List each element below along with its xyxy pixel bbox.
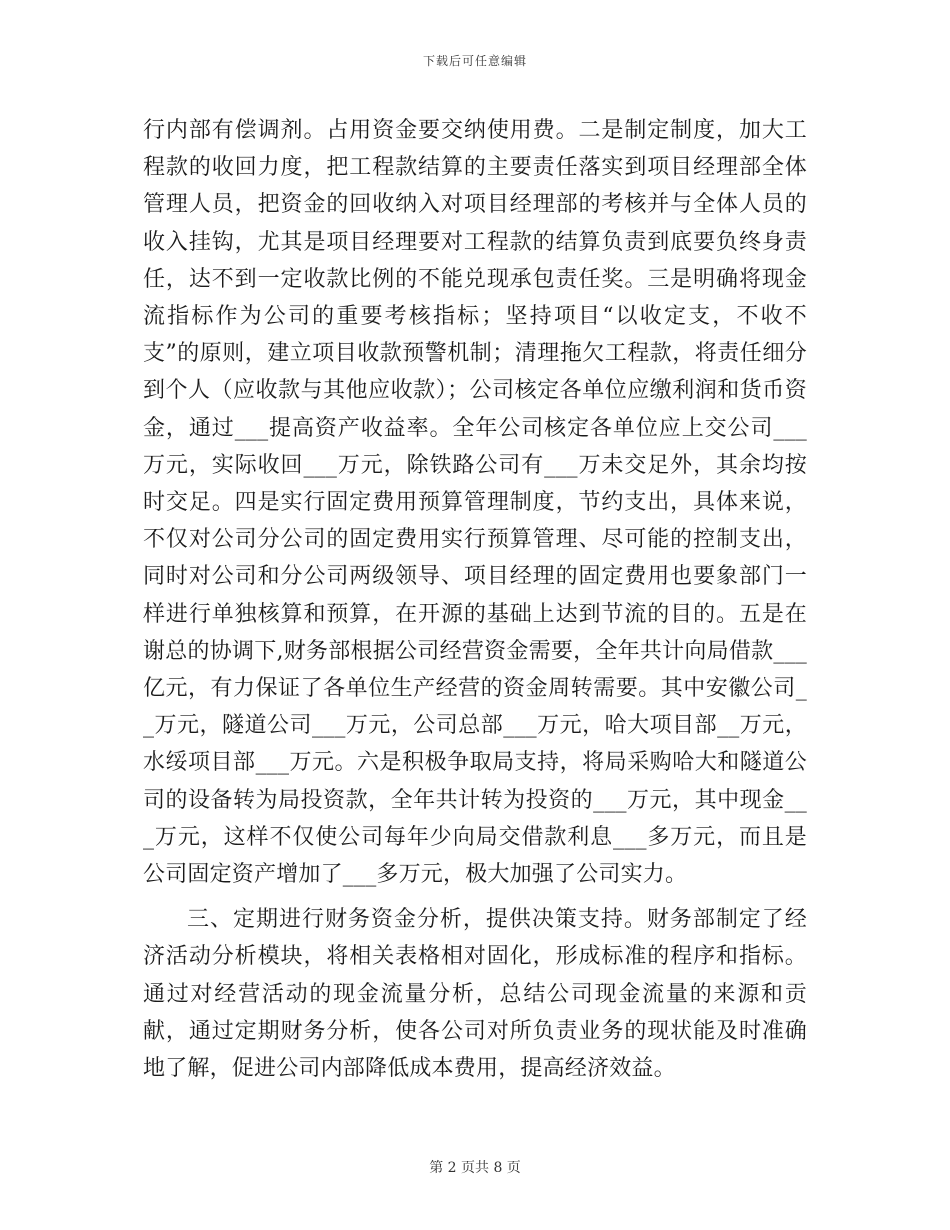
body-paragraph-2: 三、定期进行财务资金分析，提供决策支持。财务部制定了经济活动分析模块，将相关表格相对固化，形成标准的程序和指标。通过对经营活动的现金流量分析，总结公司现金流量的来源和贡献，通过定期财务分析，使各公司对所负责业务的现状能及时准确地了解，促进公司内部降低成本费用，提高经济效益。 — [143, 907, 807, 1082]
body-paragraph-1: 行内部有偿调剂。占用资金要交纳使用费。二是制定制度，加大工程款的收回力度，把工程款结算的主要责任落实到项目经理部全体管理人员，把资金的回收纳入对项目经理部的考核并与全体人员的收入挂钩，尤其是项目经理要对工程款的结算负责到底要负终身责任，达不到一定收款比例的不能兑现承包责任奖。三是明确将现金流指标作为公司的重要考核指标；坚持项目“以收定支，不收不支”的原则，建立项目收款预警机制；清理拖欠工程款，将责任细分到个人（应收款与其他应收款）；公司核定各单位应缴利润和货币资金，通过___提高资产收益率。全年公司核定各单位应上交公司___万元，实际收回___万元，除铁路公司有___万未交足外，其余均按时交足。四是实行固定费用预算管理制度，节约支出，具体来说，不仅对公司分公司的固定费用实行预算管理、尽可能的控制支出，同时对公司和分公司两级领导、项目经理的固定费用也要象部门一样进行单独核算和预算，在开源的基础上达到节流的目的。五是在谢总的协调下,财务部根据公司经营资金需要，全年共计向局借款___亿元，有力保证了各单位生产经营的资金周转需要。其中安徽公司__万元，隧道公司___万元，公司总部___万元，哈大项目部__万元，水绥项目部___万元。六是积极争取局支持，将局采购哈大和隧道公司的设备转为局投资款，全年共计转为投资的___万元，其中现金___万元，这样不仅使公司每年少向局交借款利息___多万元，而且是公司固定资产增加了___多万元，极大加强了公司实力。 — [143, 118, 807, 888]
page-header: 下载后可任意编辑 — [422, 54, 527, 68]
document-body — [143, 112, 807, 1087]
page-footer: 第 2 页共 8 页 — [429, 1160, 521, 1176]
